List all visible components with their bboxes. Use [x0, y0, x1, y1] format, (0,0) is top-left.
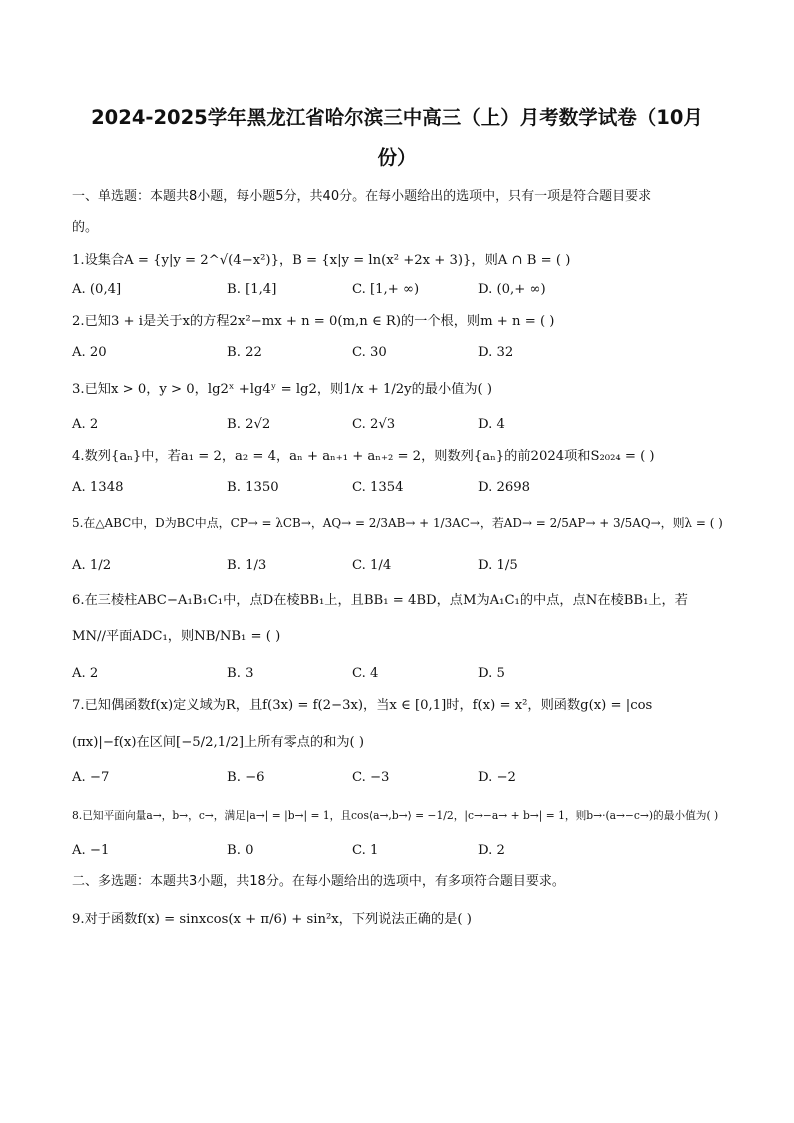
- option-b: B. 3: [227, 666, 254, 681]
- option-a: A. −7: [72, 770, 110, 785]
- section-1-heading: 一、单选题：本题共8小题，每小题5分，共40分。在每小题给出的选项中，只有一项是符合题目要求: [72, 189, 652, 204]
- question-7-options: [72, 768, 732, 788]
- question-5-options: [72, 556, 732, 576]
- option-a: A. 1/2: [72, 558, 112, 573]
- option-d: D. 2698: [478, 480, 531, 495]
- option-a: A. 2: [72, 417, 99, 432]
- question-6-stem-continued: MN//平面ADC₁，则NB/NB₁ = ( ): [72, 629, 281, 644]
- question-3-options: [72, 415, 732, 435]
- option-a: A. 2: [72, 666, 99, 681]
- question-2-stem: 2.已知3 + i是关于x的方程2x²−mx + n = 0(m,n ∈ R)的一个根，则m + n = ( ): [72, 314, 555, 329]
- option-b: B. 1/3: [227, 558, 267, 573]
- option-b: B. 2√2: [227, 417, 271, 432]
- option-c: C. [1,+ ∞): [352, 282, 420, 297]
- exam-title-continued: 份）: [377, 146, 417, 169]
- option-d: D. (0,+ ∞): [478, 282, 546, 297]
- option-a: A. 20: [72, 345, 107, 360]
- option-b: B. 22: [227, 345, 262, 360]
- option-c: C. 1/4: [352, 558, 392, 573]
- question-4-stem: 4.数列{aₙ}中，若a₁ = 2，a₂ = 4，aₙ + aₙ₊₁ + aₙ₊₂ = 2，则数列{aₙ}的前2024项和S₂₀₂₄ = ( ): [72, 449, 655, 464]
- option-d: D. 1/5: [478, 558, 518, 573]
- question-9-stem: 9.对于函数f(x) = sinxcos(x + π/6) + sin²x，下列说法正确的是( ): [72, 912, 472, 927]
- option-c: C. 30: [352, 345, 387, 360]
- option-c: C. 4: [352, 666, 379, 681]
- question-3-stem: 3.已知x > 0，y > 0，lg2ˣ +lg4ʸ = lg2，则1/x + 1/2y的最小值为( ): [72, 382, 493, 397]
- option-b: B. 0: [227, 843, 254, 858]
- option-b: B. −6: [227, 770, 265, 785]
- question-8-stem: 8.已知平面向量a→，b→，c→，满足|a→| = |b→| = 1，且cos⟨a→,b→⟩ = −1/2，|c→−a→ + b→| = 1，则b→·(a→−c→)的最小值为( ): [72, 809, 719, 822]
- option-d: D. 32: [478, 345, 514, 360]
- question-1-options: [72, 280, 732, 300]
- question-1-stem: 1.设集合A = {y|y = 2^√(4−x²)}，B = {x|y = ln(x² +2x + 3)}，则A ∩ B = ( ): [72, 253, 571, 268]
- option-a: A. 1348: [72, 480, 124, 495]
- option-c: C. −3: [352, 770, 390, 785]
- option-c: C. 1: [352, 843, 379, 858]
- question-2-options: [72, 343, 732, 363]
- option-c: C. 2√3: [352, 417, 396, 432]
- option-d: D. −2: [478, 770, 516, 785]
- question-7-stem: 7.已知偶函数f(x)定义域为R，且f(3x) = f(2−3x)，当x ∈ [0,1]时，f(x) = x²，则函数g(x) = |cos: [72, 698, 653, 713]
- option-a: A. −1: [72, 843, 110, 858]
- option-c: C. 1354: [352, 480, 404, 495]
- question-5-stem: 5.在△ABC中，D为BC中点，CP→ = λCB→，AQ→ = 2/3AB→ + 1/3AC→，若AD→ = 2/5AP→ + 3/5AQ→，则λ = ( ): [72, 516, 723, 530]
- section-1-heading-continued: 的。: [72, 220, 99, 235]
- question-6-options: [72, 664, 732, 684]
- option-b: B. [1,4]: [227, 282, 277, 297]
- option-d: D. 4: [478, 417, 505, 432]
- question-7-stem-continued: (πx)|−f(x)在区间[−5/2,1/2]上所有零点的和为( ): [72, 735, 365, 750]
- option-d: D. 2: [478, 843, 505, 858]
- question-4-options: [72, 478, 732, 498]
- option-b: B. 1350: [227, 480, 279, 495]
- question-8-options: [72, 841, 732, 861]
- exam-title: 2024-2025学年黑龙江省哈尔滨三中高三（上）月考数学试卷（10月: [91, 106, 703, 129]
- section-2-heading: 二、多选题：本题共3小题，共18分。在每小题给出的选项中，有多项符合题目要求。: [72, 874, 565, 889]
- option-d: D. 5: [478, 666, 505, 681]
- question-6-stem: 6.在三棱柱ABC−A₁B₁C₁中，点D在棱BB₁上，且BB₁ = 4BD，点M为A₁C₁的中点，点N在棱BB₁上，若: [72, 593, 688, 608]
- option-a: A. (0,4]: [72, 282, 122, 297]
